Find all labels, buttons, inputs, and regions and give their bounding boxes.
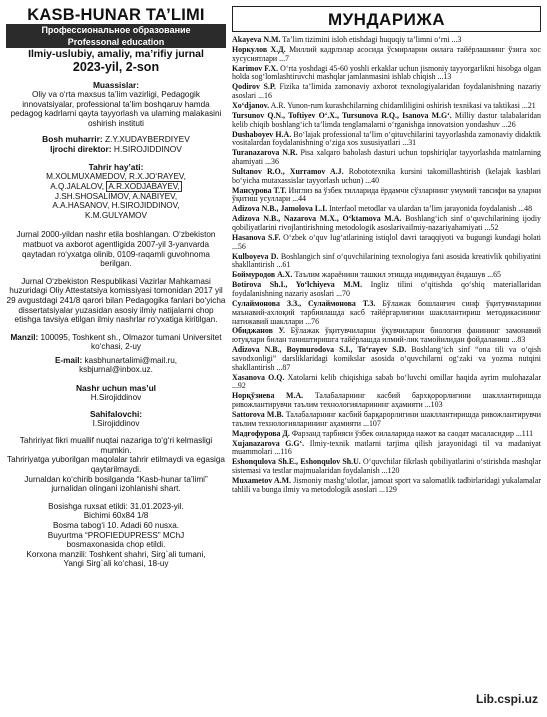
entry-leader: ... <box>516 204 525 214</box>
entry-author: Tursunov Q.N., Toftiyev O‘.X., Tursunova R.Q., Isanova M.G‘. <box>232 110 452 120</box>
entry-leader: ... <box>519 101 528 110</box>
chief-editor-label: Bosh muharrir: <box>42 134 103 145</box>
journal-title: KASB-HUNAR TA’LIMI <box>27 6 205 24</box>
contents-entry <box>232 477 541 495</box>
entry-leader: ... <box>274 260 283 270</box>
entry-author: Сулаймонова З.З., Сулаймонова Т.З. <box>232 299 376 308</box>
chief-editor-name: Z.Y.XUDAYBERDIYEV <box>104 134 190 145</box>
email-primary: kasbhunartalimi@mail.ru, <box>84 355 178 365</box>
entry-page: 120 <box>387 466 400 475</box>
entry-page: 70 <box>342 289 350 299</box>
address-block <box>6 333 226 352</box>
contents-entry <box>232 440 541 458</box>
entry-leader: ... <box>256 91 264 101</box>
contents-entry <box>232 168 541 186</box>
layout-editor-name: I.Sirojiddinov <box>92 418 140 428</box>
entry-page: 13 <box>443 72 452 82</box>
email-secondary: ksbjurnal@inbox.uz. <box>79 365 153 375</box>
board-member-highlighted: A.R.XODJABAYEV, <box>108 181 180 191</box>
entry-title: Interfaol metodlar va ulardan ta’lim jarayonida foydalanish <box>329 204 517 214</box>
entry-page: 36 <box>271 157 279 167</box>
contents-entry <box>232 149 541 167</box>
print-info-line: Bosishga ruxsat etildi: 31.01.2023-yil. <box>48 501 184 511</box>
contents-entry <box>232 46 541 64</box>
entry-title: Boshlang‘ich sinf o‘quvchilarining ijodiy qobiliyatlarini rivojlantirishning metodologik asoslarivailmiy-nazariyahamiyati <box>232 214 541 233</box>
entry-leader: ... <box>232 381 238 391</box>
entry-page: 92 <box>237 381 246 391</box>
contents-entry <box>232 131 541 149</box>
entry-author: Adizova N.B., Jamolova L.I. <box>232 204 328 214</box>
contents-entry <box>232 102 541 111</box>
journal-title-ru: Профессиональное образование <box>6 24 226 36</box>
entry-title: Талабаларнинг касбий бархқорорлигини шакллантиришда ривожлантирувчи таълим технологияларининг аҳамияти <box>232 391 541 409</box>
contents-entry <box>232 281 541 299</box>
print-info-line: Bosma tabog‘i 10. Adadi 60 nusxa. <box>52 521 180 530</box>
entry-leader: ... <box>277 53 286 63</box>
entry-leader: ... <box>379 466 388 475</box>
entry-author: Xasanova O.Q. <box>232 372 285 382</box>
entry-title: A.R. Yunon-rum kurashchilarning chidamliligini oshirish texnikasi va taktikasi <box>270 101 520 110</box>
editorial-policy-2: Tahririyatga yuborilgan maqolalar tahrir etilmaydi va egasiga qaytarilmaydi. <box>7 455 225 475</box>
contents-entry <box>232 234 541 252</box>
entry-author: Qodirov S.P. <box>232 82 276 92</box>
contents-entry <box>232 271 541 280</box>
executive-director-label: Ijrochi direktor: <box>50 144 112 155</box>
entry-leader: ... <box>263 157 272 167</box>
entry-title: Миллий кадрлэлар асосида ўсмирларни оилага тайёрлашнинг ўзига хос хусусиятлари <box>232 44 541 63</box>
entry-leader: ... <box>499 119 508 129</box>
entry-title: Boshlang‘ich sinf “ona tili va o‘qish savodxonligi” darsliklaridagi komikslar asosida o‘quvchilarni og‘zaki va yozma nutqini shakllantirish <box>232 345 541 372</box>
responsible-heading: Nashr uchun mas’ul <box>75 383 157 394</box>
entry-title: Jismoniy mashg‘ulotlar, jamoat sport va salomatlik tadbirlaridagi yukalamalar tahlili va bunga ilmiy va metodologik asoslari <box>232 475 541 494</box>
email-label: E-mail: <box>54 355 83 365</box>
entry-page: 129 <box>384 484 397 494</box>
entry-author: Мадғофурова Д. <box>232 428 290 438</box>
contents-entry <box>232 112 541 130</box>
print-info-line: bosmaxonasida chop etildi. <box>66 540 166 550</box>
entry-title: O‘rta yoshdagi 45-60 yoshli erkaklar uchun jismoniy tayyorgarlikni hisobga olgan holda sog‘lomlashtiruvchi mashqlar jamlanmasini ishlab chiqish <box>232 63 542 82</box>
entry-page: 16 <box>264 91 272 101</box>
entry-leader: ... <box>361 418 369 428</box>
editorial-policy-1: Tahririyat fikri muallif nuqtai nazariga to‘g‘ri kelmasligi mumkin. <box>19 436 213 455</box>
entry-author: Akayeva N.M. <box>232 35 281 44</box>
contents-entry <box>232 215 541 233</box>
entry-author: Turanazarova N.R. <box>232 148 298 158</box>
editorial-board-line: K.M.GULYAMOV <box>84 210 148 220</box>
masthead-column <box>6 6 226 569</box>
editorial-policy-3: Jurnaldan ko‘chirib bosilganda “Kasb-hunar ta’limi” jurnalidan olingani izohlanishi shart. <box>24 474 208 494</box>
entry-page: 52 <box>490 223 499 233</box>
contents-entry <box>232 65 541 83</box>
entry-author: Боймуродов А.Х. <box>232 270 293 280</box>
editorial-board-heading: Tahrir hay’ati: <box>88 162 144 173</box>
entry-page: 116 <box>280 447 292 457</box>
founders-heading: Muassislar: <box>92 80 140 90</box>
entry-title: Pisa xalqaro baholash dasturi uchun topshiriqlar tayyorlashda matnlarning ahamiyati <box>232 148 541 167</box>
contents-entry <box>232 300 541 326</box>
entry-author: Kulboyeva D. <box>232 251 279 261</box>
contents-entry <box>232 327 541 345</box>
entry-page: 103 <box>430 400 443 409</box>
entry-author: Xo‘djanov. <box>232 101 270 110</box>
contents-entry <box>232 458 541 476</box>
entry-page: 111 <box>521 428 534 438</box>
entry-page: 7 <box>285 53 289 63</box>
contents-entry <box>232 411 541 429</box>
responsible-name: H.Sirojiddinov <box>90 393 142 403</box>
entry-title: O‘quvchilar fikrlash qobiliyatlarini o‘stirishda mashqlar sistemasi va testlar majmualaridan foydalanish <box>232 457 541 475</box>
entry-author: Adizova N.B., Boymurodova S.I., To‘rayev S.D. <box>232 345 407 355</box>
contents-entry <box>232 36 541 45</box>
entry-author: Karimov F.X. <box>232 63 279 73</box>
board-member-names: A.Q.JALALOV, <box>50 181 107 191</box>
entry-title: Fizika ta’limida zamonaviy axborot texnologiyalaridan foydalanishning nazariy asoslari <box>232 82 541 101</box>
founders-text: Oliy va o‘rta maxsus ta’lim vazirligi, Pedagogik innovatsiyalar, professional ta’lim boshqaruv hamda pedagog kadrlarni qayta tayyorlash va ularning malakasini oshirish instituti <box>10 90 222 128</box>
contents-entry <box>232 187 541 205</box>
entry-author: Adizova N.B., Nazarova M.X., O‘ktamova M.A. <box>232 214 402 224</box>
entry-title: Фарзанд тарбияси ўзбек оилаларида нажот ва саодат масаласидир <box>291 428 514 438</box>
entry-leader: ... <box>513 428 522 438</box>
entry-author: Мансурова Т.Т. <box>232 185 287 195</box>
entry-author: Обиджанов У. <box>232 326 285 336</box>
entry-page: 44 <box>298 194 306 204</box>
contents-heading: МУНДАРИЖА <box>327 10 446 29</box>
contents-entry <box>232 253 541 271</box>
contents-column <box>232 6 541 496</box>
contents-list <box>232 36 541 494</box>
entry-title: Ingliz tilini o‘qitishda qo‘shiq materiallaridan foydalanishning nazariy asoslari <box>232 280 541 299</box>
print-info-line: Korxona manzili: Toshkent shahri, Sirg`ali tumani, <box>26 549 206 559</box>
contents-entry <box>232 346 541 372</box>
entry-page: 31 <box>408 138 417 148</box>
executive-director-line <box>6 144 226 154</box>
entry-page: 65 <box>493 270 501 280</box>
entry-page: 26 <box>507 119 516 129</box>
registration-info: Jurnal 2000-yildan nashr etila boshlangan. O‘zbekiston matbuot va axborot agentligida 2007-yil 3-yanvarda qaytadan ro‘yxatga olinib, 0109-raqamli guvohnoma berilgan. <box>16 230 216 269</box>
entry-page: 87 <box>282 362 291 372</box>
entry-title: O‘zbek o‘quv lug‘atlarining istiqlol davri taraqqiyoti va bugungi kundagi holati <box>283 233 541 242</box>
entry-page: 21 <box>527 101 536 110</box>
entry-title: Инглиз ва ўзбек тилларида ёрдамчи сўзларнинг умумий тавсифи ва уларни ўқитиш усуллари <box>232 185 541 204</box>
contents-entry <box>232 83 541 101</box>
entry-leader: ... <box>377 484 385 494</box>
address-text: 100095, Toshkent sh., Olmazor tumani Universitet ko‘chasi, 2-uy <box>40 332 222 352</box>
editorial-board-line: M.XOLMUXAMEDOV, R.X.JO‘RAYEV, <box>46 172 186 182</box>
entry-leader: ... <box>422 400 431 409</box>
editorial-board-line <box>6 182 226 192</box>
entry-leader: ... <box>303 316 312 326</box>
executive-director-name: H.SIROJIDDINOV <box>113 144 182 155</box>
entry-page: 83 <box>517 335 526 345</box>
entry-title: Milliy dastur talabalaridan kelib chiqib boshlang‘ich ta’limda tenglamalarni o‘rganishga innovatsion yondashuv <box>232 110 541 129</box>
entry-leader: ... <box>363 175 372 185</box>
entry-leader: ... <box>509 335 518 345</box>
accreditation-info: Jurnal O‘zbekiston Respublikasi Vazirlar Mahkamasi huzuridagi Oliy Attestatsiya komissiyasi tomonidan 2017 yil 29 avgustdagi 241/8 qarori bilan Pedagogika fanlari bo‘yicha dissertatsiyalar yuzasidan asosiy ilmiy natijalarni chop etishga tavsiya etilgan ilmiy nashrlar ro‘yxatiga kiritilgan. <box>6 276 226 325</box>
entry-author: Botirova Sh.I., Yo‘lchiyeva M.M. <box>232 280 363 290</box>
entry-title: Ta’lim tizimini isloh etishdagi huquqiy ta’limni o‘rni <box>282 35 450 44</box>
entry-title: Бўлажак ўқитувчиларни ўқувчиларни биология фанининг замонавий ютуқлари билан таништиришга тайёрлашда илмий-лик тамойилидан фойдаланиш <box>232 326 541 345</box>
entry-title: Xatolarni kelib chiqishiga sabab bo‘luvchi omillar haqida ayrim mulohazalar <box>287 372 541 382</box>
email-block <box>6 356 226 366</box>
print-info-line: Bichimi 60x84 1/8 <box>83 511 149 521</box>
entry-leader: ... <box>449 35 458 44</box>
journal-title-en: Professonal education <box>6 36 226 48</box>
entry-author: Sultanov R.O., Xurramov A.J. <box>232 167 344 176</box>
entry-title: Robototexnika kursini takomillashtirish (kelajak kasblari bo‘yicha mutaxassislar tayyorlash uchun) <box>232 167 541 185</box>
entry-author: Sattorova M.B. <box>232 409 284 419</box>
contents-entry <box>232 430 541 439</box>
contents-entry <box>232 374 541 392</box>
contents-heading-box <box>232 6 541 32</box>
entry-leader: ... <box>482 223 491 233</box>
entry-page: 48 <box>524 204 533 214</box>
entry-author: Норқўзиева М.А. <box>232 391 304 401</box>
entry-page: 3 <box>457 35 462 44</box>
entry-leader: ... <box>290 194 299 204</box>
entry-author: Xujanazarova G.G‘. <box>232 438 305 448</box>
editorial-board-line: A.A.HASANOV, H.SIROJIDDINOV, <box>52 201 180 211</box>
entry-page: 76 <box>311 316 320 326</box>
entry-author: Eshonqulova Sh.E., Eshonqulov Sh.U. <box>232 457 361 467</box>
entry-page: 107 <box>368 418 381 428</box>
editorial-board-line: J.SH.SHOSALIMOV, A.NABIYEV, <box>54 191 178 201</box>
address-label: Manzil: <box>10 332 39 342</box>
entry-title: Бўлажак бошланғич синф ўқитувчиларини маънавий-ахлоқий тарбиялашда касб тайёргарлигини шакллантириш методикасининг натижавий шакллари <box>232 299 541 326</box>
entry-leader: ... <box>435 72 444 82</box>
site-watermark: Lib.cspi.uz <box>475 692 538 706</box>
entry-author: Dushaboyev H.A. <box>232 129 292 139</box>
entry-title: Boshlangich sinf o‘quvchilarining texnologiya fani asosida kreativlik qobiliyatini shakllantirish <box>232 251 541 270</box>
chief-editor-line <box>6 134 226 144</box>
entry-title: Талабаларнинг касбий барқарорлигини шакллантиришда ривожлантирувчи таълим технологияларининг аҳамияти <box>232 409 541 428</box>
entry-leader: ... <box>274 362 283 372</box>
journal-subtitle: Ilmiy-uslubiy, amaliy, ma’rifiy jurnal <box>28 48 204 60</box>
entry-author: Hasanova S.F. <box>232 233 281 242</box>
entry-leader: ... <box>334 289 342 299</box>
entry-page: 56 <box>237 241 246 251</box>
entry-leader: ... <box>232 241 238 251</box>
entry-page: 61 <box>282 260 291 270</box>
entry-leader: ... <box>272 447 281 457</box>
contents-entry <box>232 205 541 214</box>
entry-leader: ... <box>400 138 409 148</box>
entry-page: 40 <box>371 175 380 185</box>
contents-entry <box>232 392 541 410</box>
entry-author: Muxametov A.M. <box>232 475 292 485</box>
layout-editor-heading: Sahifalovchi: <box>89 408 143 419</box>
issue-number: 2023-yil, 2-son <box>72 60 160 74</box>
entry-title: Ilmiy-texnik matlarni tarjima qilish jarayonidagi til va madaniyat muammolari <box>232 438 541 457</box>
entry-leader: ... <box>485 270 494 280</box>
entry-title: Таълим жараёнини ташкил этишда индивидуал ёндашув <box>294 270 486 280</box>
entry-author: Норкулов Х.Д. <box>232 44 286 54</box>
print-info-line: Yangi Sirg`ali ko‘chasi, 18-uy <box>63 559 169 569</box>
entry-title: Bo‘lajak professional ta’lim o‘qituvchilarini tayyorlashda zamonaviy didaktik vositalardan foydalanishning o‘ziga xos xususiyatlari <box>232 129 541 148</box>
print-info-line: Buyurtma “PROFIEDUPRESS” MChJ <box>47 530 185 540</box>
